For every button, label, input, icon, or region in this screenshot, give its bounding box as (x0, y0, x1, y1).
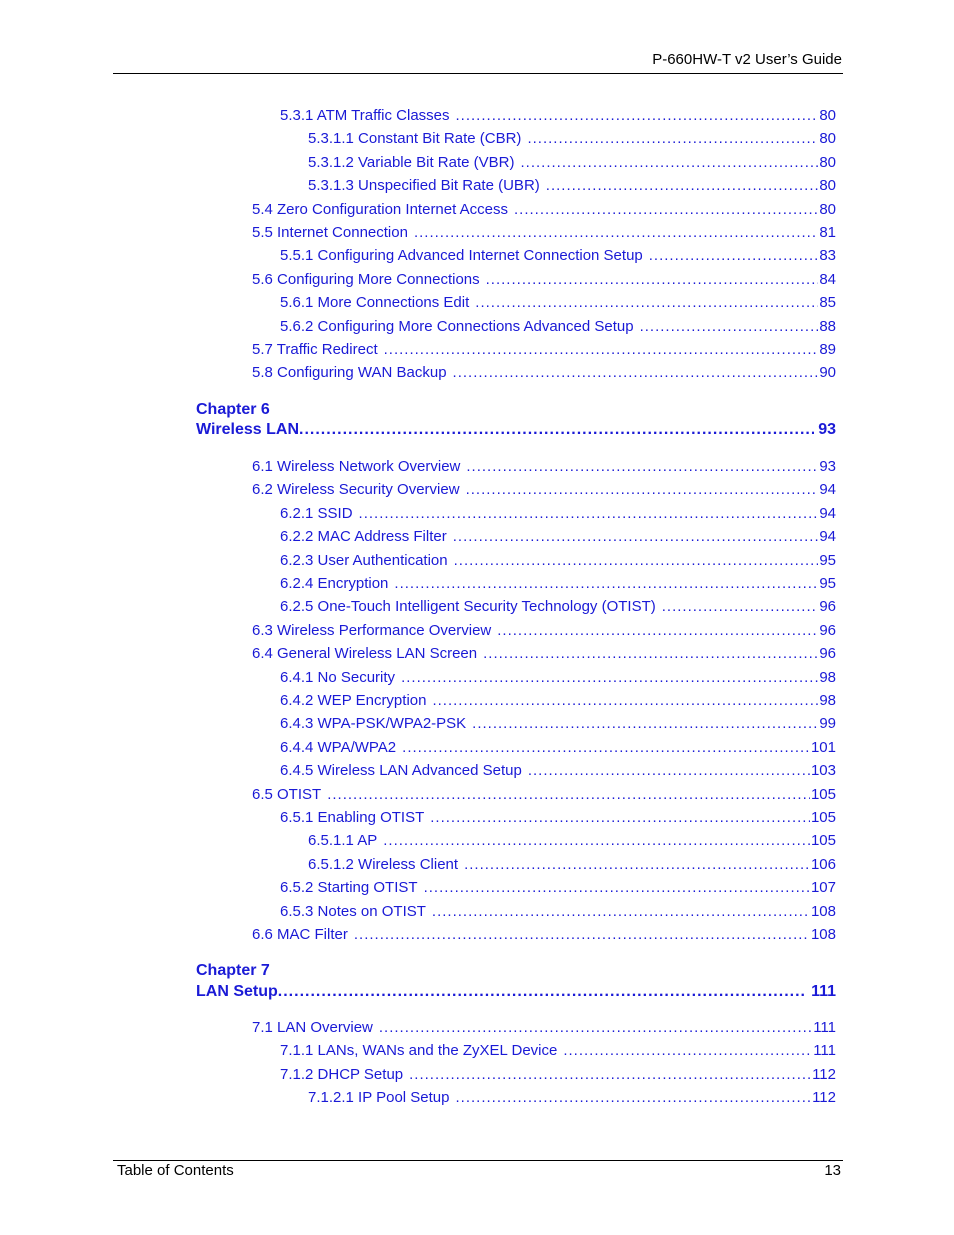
dot-leader (483, 644, 818, 664)
toc-entry-page-number: 108 (810, 902, 836, 920)
dot-leader (466, 457, 818, 477)
dot-leader (402, 738, 810, 758)
toc-entry-page-number: 83 (819, 247, 836, 265)
toc-entry-page-number: 96 (819, 621, 836, 639)
toc-entry[interactable] (252, 785, 836, 805)
dot-leader (383, 831, 810, 851)
toc-entry-page-number: 101 (810, 738, 836, 756)
toc-entry-title: 7.1.2 DHCP Setup (280, 1065, 404, 1083)
toc-entry-page-number: 107 (810, 879, 836, 897)
dot-leader (649, 246, 819, 266)
toc-entry[interactable] (280, 597, 836, 617)
toc-entry[interactable] (280, 504, 836, 524)
dot-leader (432, 902, 810, 922)
toc-entry-title: 5.6.2 Configuring More Connections Advanced Setup (280, 317, 634, 335)
dot-leader (546, 176, 819, 196)
toc-entry[interactable] (252, 1018, 836, 1038)
toc-entry[interactable] (280, 246, 836, 266)
toc-entry-title: 5.3.1 ATM Traffic Classes (280, 107, 450, 124)
chapter-title-text: Wireless LAN (196, 421, 299, 438)
toc-entry-page-number: 80 (819, 200, 836, 218)
toc-entry-page-number: 106 (810, 855, 836, 873)
toc-entry[interactable] (280, 668, 836, 688)
dot-leader (514, 200, 818, 220)
dot-leader (432, 691, 818, 711)
toc-entry-title: 6.5.3 Notes on OTIST (280, 902, 426, 920)
toc-entry[interactable] (280, 106, 836, 126)
toc-entry-title: 6.2 Wireless Security Overview (252, 481, 460, 499)
toc-entry[interactable] (308, 1088, 836, 1108)
dot-leader (486, 270, 819, 290)
toc-entry-title: 7.1.2.1 IP Pool Setup (308, 1089, 450, 1107)
chapter-7-label[interactable]: Chapter 7 (196, 962, 270, 979)
toc-entry-page-number: 98 (819, 668, 836, 686)
dot-leader (430, 808, 810, 828)
toc-entry-page-number: 105 (810, 832, 836, 850)
toc-entry-page-number: 88 (819, 317, 836, 335)
toc-entry-title: 7.1 LAN Overview (252, 1019, 373, 1036)
dot-leader (453, 527, 819, 547)
toc-entry[interactable] (280, 293, 836, 313)
toc-entry-page-number: 103 (810, 762, 836, 780)
dot-leader (379, 1018, 812, 1038)
toc-entry-title: 6.5 OTIST (252, 785, 322, 803)
toc-entry-title: 6.4 General Wireless LAN Screen (252, 645, 478, 663)
toc-entry-page-number: 111 (813, 1019, 836, 1036)
chapter-title-text: LAN Setup (196, 983, 278, 1000)
toc-entry-page-number: 80 (819, 153, 836, 171)
toc-entry-page-number: 80 (819, 130, 836, 148)
toc-entry[interactable] (252, 340, 836, 360)
toc-entry[interactable] (280, 738, 836, 758)
dot-leader (401, 668, 818, 688)
toc-entry-page-number: 112 (812, 1065, 836, 1083)
toc-entry[interactable] (280, 691, 836, 711)
toc-entry-title: 5.7 Traffic Redirect (252, 341, 378, 358)
toc-entry-title: 6.3 Wireless Performance Overview (252, 621, 492, 639)
dot-leader (497, 621, 818, 641)
dot-leader (472, 714, 818, 734)
toc-entry-page-number: 84 (819, 270, 836, 288)
chapter-7-title-entry[interactable] (196, 983, 836, 1001)
toc-entry-title: 6.4.3 WPA-PSK/WPA2-PSK (280, 715, 467, 733)
toc-entry[interactable] (280, 714, 836, 734)
toc-entry[interactable] (252, 621, 836, 641)
toc-entry-page-number: 105 (810, 809, 836, 826)
toc-entry[interactable] (280, 317, 836, 337)
toc-entry-title: 5.6 Configuring More Connections (252, 270, 480, 288)
dot-leader (394, 574, 818, 594)
page-header-title: P-660HW-T v2 User’s Guide (652, 51, 842, 68)
toc-entry-title: 5.8 Configuring WAN Backup (252, 364, 447, 382)
toc-entry-title: 5.5 Internet Connection (252, 224, 408, 241)
toc-entry-title: 6.6 MAC Filter (252, 926, 348, 943)
dot-leader (327, 785, 810, 805)
toc-entry-page-number: 93 (819, 458, 836, 475)
dot-leader (466, 480, 819, 500)
dot-leader (475, 293, 818, 313)
dot-leader (563, 1041, 812, 1061)
toc-entry-title: 7.1.1 LANs, WANs and the ZyXEL Device (280, 1042, 558, 1060)
toc-entry-page-number: 108 (810, 926, 836, 943)
toc-entry-title: 6.2.4 Encryption (280, 575, 389, 592)
dot-leader (414, 223, 818, 243)
toc-entry[interactable] (252, 200, 836, 220)
toc-entry-page-number: 80 (819, 177, 836, 195)
toc-entry[interactable] (280, 761, 836, 781)
toc-entry-page-number: 90 (819, 364, 836, 382)
footer-rule (113, 1160, 843, 1161)
toc-entry-title: 6.4.4 WPA/WPA2 (280, 738, 397, 756)
toc-entry-title: 6.2.2 MAC Address Filter (280, 528, 447, 546)
toc-entry[interactable] (252, 270, 836, 290)
toc-entry-page-number: 111 (813, 1042, 836, 1060)
toc-entry-page-number: 94 (819, 504, 836, 522)
toc-entry-title: 5.3.1.2 Variable Bit Rate (VBR) (308, 153, 515, 171)
dot-leader (520, 153, 818, 173)
toc-entry-page-number: 94 (819, 528, 836, 546)
toc-entry-page-number: 105 (810, 785, 836, 803)
toc-entry[interactable] (280, 574, 836, 594)
toc-entry[interactable] (252, 457, 836, 477)
chapter-page-number: 111 (811, 983, 836, 1000)
dot-leader (454, 551, 819, 571)
toc-entry-page-number: 98 (819, 692, 836, 709)
toc-entry[interactable] (308, 855, 836, 875)
toc-entry-page-number: 99 (819, 715, 836, 733)
dot-leader (527, 129, 818, 149)
toc-entry-page-number: 95 (819, 551, 836, 569)
dot-leader (464, 855, 810, 875)
toc-entry-title: 5.5.1 Configuring Advanced Internet Connection Setup (280, 247, 643, 265)
toc-entry-title: 6.5.2 Starting OTIST (280, 879, 418, 897)
dot-leader (424, 878, 810, 898)
toc-entry-title: 6.5.1.1 AP (308, 832, 378, 850)
toc-entry-page-number: 96 (819, 645, 836, 663)
dot-leader (456, 106, 819, 126)
toc-entry-title: 6.2.3 User Authentication (280, 551, 448, 569)
toc-entry-page-number: 96 (819, 598, 836, 616)
toc-entry[interactable] (308, 831, 836, 851)
toc-entry[interactable] (252, 363, 836, 383)
toc-entry[interactable] (252, 644, 836, 664)
toc-entry[interactable] (280, 808, 836, 828)
dot-leader (528, 761, 810, 781)
dot-leader (456, 1088, 812, 1108)
toc-entry-page-number: 85 (819, 294, 836, 312)
toc-entry-page-number: 112 (812, 1089, 836, 1107)
footer-page-number: 13 (824, 1162, 841, 1179)
toc-entry-title: 6.1 Wireless Network Overview (252, 458, 461, 475)
dot-leader (299, 421, 814, 439)
toc-entry[interactable] (280, 1041, 836, 1061)
toc-entry-title: 6.4.1 No Security (280, 668, 396, 686)
toc-entry[interactable] (280, 878, 836, 898)
toc-entry[interactable] (280, 551, 836, 571)
toc-entry[interactable] (308, 153, 836, 173)
dot-leader (409, 1065, 811, 1085)
toc-entry-page-number: 81 (819, 224, 836, 241)
toc-entry[interactable] (252, 223, 836, 243)
dot-leader (278, 983, 807, 1001)
toc-entry-page-number: 89 (819, 341, 836, 358)
dot-leader (359, 504, 819, 524)
toc-entry[interactable] (252, 925, 836, 945)
toc-entry-title: 6.5.1 Enabling OTIST (280, 809, 425, 826)
toc-entry[interactable] (252, 480, 836, 500)
toc-entry[interactable] (308, 176, 836, 196)
toc-entry[interactable] (308, 129, 836, 149)
chapter-page-number: 93 (818, 421, 836, 438)
chapter-6-title-entry[interactable] (196, 421, 836, 439)
toc-entry[interactable] (280, 1065, 836, 1085)
toc-entry-title: 5.6.1 More Connections Edit (280, 294, 470, 312)
toc-entry-title: 6.2.1 SSID (280, 504, 353, 522)
dot-leader (662, 597, 819, 617)
toc-entry-title: 6.2.5 One-Touch Intelligent Security Technology (OTIST) (280, 598, 656, 616)
toc-entry[interactable] (280, 902, 836, 922)
dot-leader (354, 925, 810, 945)
toc-entry[interactable] (280, 527, 836, 547)
footer-section-label: Table of Contents (117, 1162, 234, 1179)
toc-entry-title: 6.4.2 WEP Encryption (280, 692, 427, 709)
toc-entry-title: 5.3.1.1 Constant Bit Rate (CBR) (308, 130, 522, 148)
toc-entry-title: 6.4.5 Wireless LAN Advanced Setup (280, 762, 522, 780)
chapter-6-label[interactable]: Chapter 6 (196, 401, 270, 418)
toc-entry-page-number: 80 (819, 107, 836, 124)
toc-entry-page-number: 95 (819, 575, 836, 592)
toc-entry-title: 6.5.1.2 Wireless Client (308, 855, 459, 873)
dot-leader (640, 317, 819, 337)
dot-leader (384, 340, 819, 360)
toc-entry-title: 5.4 Zero Configuration Internet Access (252, 200, 508, 218)
toc-entry-page-number: 94 (819, 481, 836, 499)
dot-leader (453, 363, 819, 383)
header-rule (113, 73, 843, 74)
toc-entry-title: 5.3.1.3 Unspecified Bit Rate (UBR) (308, 177, 540, 195)
